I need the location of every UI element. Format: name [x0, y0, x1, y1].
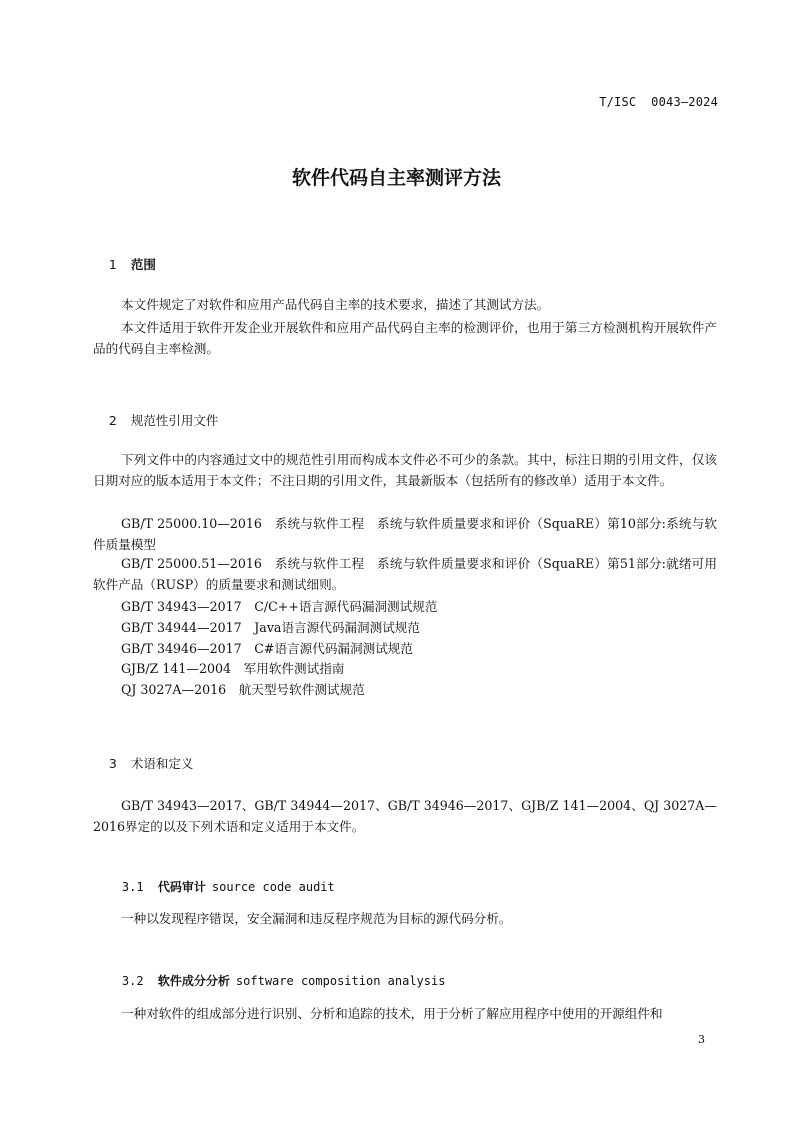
section-3-title: 术语和定义: [130, 756, 194, 771]
term-3-2-heading: [93, 958, 445, 1003]
reference-item-6: GJB/Z 141—2004 军用软件测试指南: [121, 661, 345, 676]
reference-item-7: QJ 3027A—2016 航天型号软件测试规范: [121, 682, 365, 697]
section-1-paragraph-2: 本文件适用于软件开发企业开展软件和应用产品代码自主率的检测评价，也用于第三方检测机构开展软件产品的代码自主率检测。: [93, 320, 717, 356]
term-3-2-zh: 软件成分分析: [157, 974, 230, 988]
section-3-heading: [93, 739, 193, 787]
reference-item-2: GB/T 25000.51—2016 系统与软件工程 系统与软件质量要求和评价（SquaRE）第51部分:就绪可用软件产品（RUSP）的质量要求和测试细则。: [93, 556, 717, 592]
section-1-paragraph-1: 本文件规定了对软件和应用产品代码自主率的技术要求，描述了其测试方法。: [121, 297, 550, 312]
section-2-heading: [93, 396, 218, 444]
page-number: 3: [698, 1033, 705, 1046]
section-2-number: 2: [108, 413, 117, 428]
term-3-2-definition: 一种对软件的组成部分进行识别、分析和追踪的技术，用于分析了解应用程序中使用的开源组件和: [121, 1006, 663, 1021]
reference-item-4: GB/T 34944—2017 Java语言源代码漏洞测试规范: [121, 620, 420, 635]
section-1-title: 范围: [130, 257, 156, 272]
section-1-number: 1: [108, 257, 117, 272]
term-3-1-zh: 代码审计: [157, 880, 206, 894]
section-3-intro: GB/T 34943—2017、GB/T 34944—2017、GB/T 34946—2017、GJB/Z 141—2004、QJ 3027A—2016界定的以及下列术语和定义适用于本文件。: [93, 798, 717, 834]
section-2-intro: 下列文件中的内容通过文中的规范性引用而构成本文件必不可少的条款。其中，标注日期的引用文件，仅该日期对应的版本适用于本文件；不注日期的引用文件，其最新版本（包括所有的修改单）适用于本文件。: [93, 452, 717, 488]
term-3-1-en: source code audit: [211, 880, 335, 894]
reference-item-3: GB/T 34943—2017 C/C++语言源代码漏洞测试规范: [121, 599, 438, 614]
section-1-heading: [93, 240, 156, 288]
document-code: T/ISC 0043—2024: [599, 95, 718, 109]
reference-item-1: GB/T 25000.10—2016 系统与软件工程 系统与软件质量要求和评价（SquaRE）第10部分:系统与软件质量模型: [93, 516, 717, 552]
term-3-1-heading: [93, 864, 335, 909]
document-title: 软件代码自主率测评方法: [291, 167, 501, 189]
section-3-number: 3: [108, 756, 117, 771]
term-3-2-number: 3.2: [121, 974, 144, 988]
section-2-title: 规范性引用文件: [130, 413, 219, 428]
term-3-1-number: 3.1: [121, 880, 144, 894]
term-3-1-definition: 一种以发现程序错误，安全漏洞和违反程序规范为目标的源代码分析。: [121, 911, 512, 926]
term-3-2-en: software composition analysis: [235, 974, 446, 988]
reference-item-5: GB/T 34946—2017 C#语言源代码漏洞测试规范: [121, 641, 413, 656]
